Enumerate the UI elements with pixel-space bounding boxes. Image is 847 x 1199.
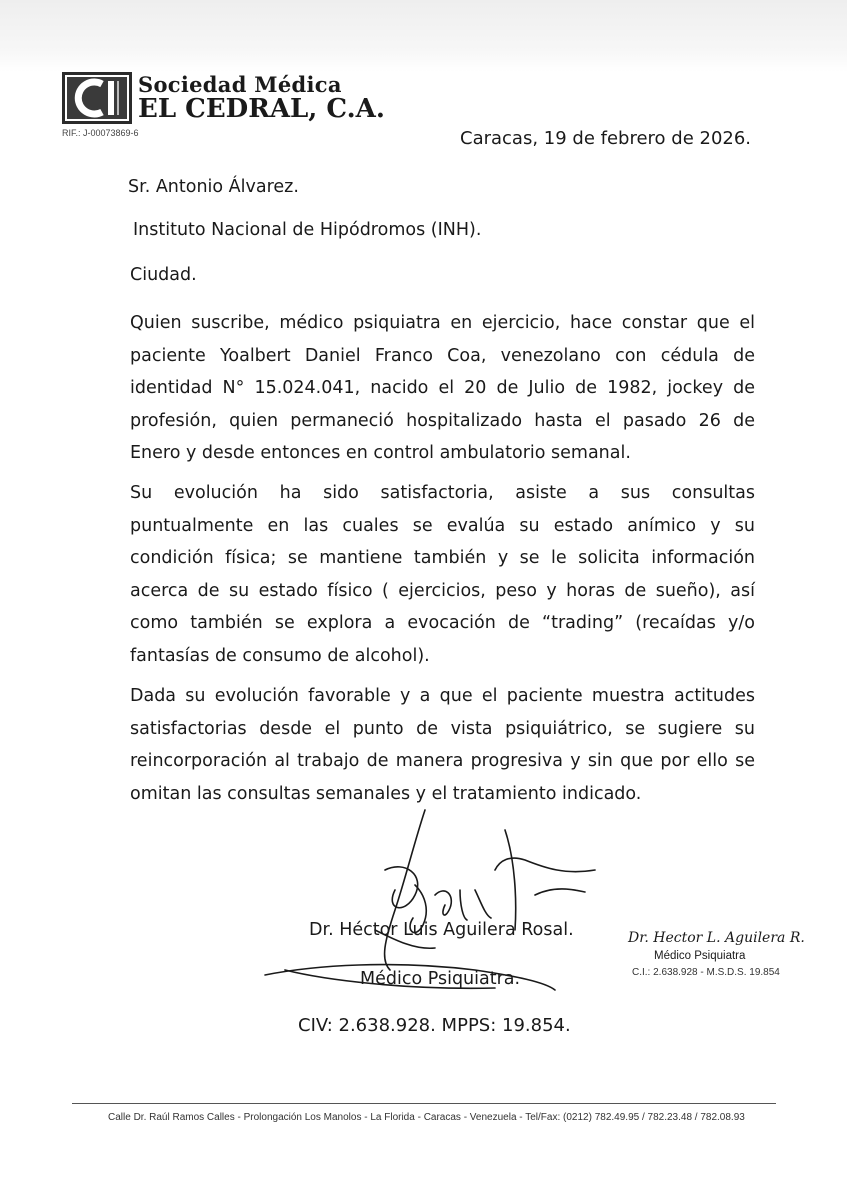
stamp-ids: C.I.: 2.638.928 - M.S.D.S. 19.854 bbox=[632, 967, 780, 978]
body-paragraph-1: Quien suscribe, médico psiquiatra en ejercicio, hace constar que el paciente Yoalbert Daniel Franco Coa, venezolano con cédula de identidad N° 15.024.041, nacido el 20 de Julio de 1982, jockey de profesión, quien permaneció hospitalizado hasta el pasado 26 de Enero y desde entonces en control ambulatorio semanal. bbox=[130, 313, 755, 463]
stamp-name: Dr. Hector L. Aguilera R. bbox=[628, 930, 805, 946]
signer-ids: CIV: 2.638.928. MPPS: 19.854. bbox=[298, 1015, 571, 1036]
signer-title: Médico Psiquiatra. bbox=[360, 969, 521, 989]
footer-divider bbox=[72, 1103, 776, 1104]
recipient-name: Sr. Antonio Álvarez. bbox=[128, 177, 299, 197]
recipient-institution: Instituto Nacional de Hipódromos (INH). bbox=[133, 220, 482, 240]
recipient-city: Ciudad. bbox=[130, 265, 197, 285]
footer-address: Calle Dr. Raúl Ramos Calles - Prolongación Los Manolos - La Florida - Caracas - Venezuela - Tel/Fax: (0212) 782.49.95 / 782.23.48 / 782.08.93 bbox=[108, 1112, 745, 1123]
letter-date: Caracas, 19 de febrero de 2026. bbox=[460, 128, 752, 149]
letterhead-name-line-2: EL CEDRAL, C.A. bbox=[138, 94, 385, 124]
body-paragraph-3: Dada su evolución favorable y a que el paciente muestra actitudes satisfactorias desde el punto de vista psiquiátrico, se sugiere su reincorporación al trabajo de manera progresiva y sin que por ello se omitan las consultas semanales y el tratamiento indicado. bbox=[130, 686, 755, 804]
letterhead-rif: RIF.: J-00073869-6 bbox=[62, 128, 139, 138]
clinic-logo-icon bbox=[62, 72, 132, 124]
body-paragraph-2: Su evolución ha sido satisfactoria, asiste a sus consultas puntualmente en las cuales se evalúa su estado anímico y su condición física; se mantiene también y se le solicita información acerca de su estado físico ( ejercicios, peso y horas de sueño), así como también se explora a evocación de “trading” (recaídas y/o fantasías de consumo de alcohol). bbox=[130, 483, 755, 666]
letterhead-name-line-1: Sociedad Médica bbox=[138, 72, 342, 97]
letterhead bbox=[62, 72, 385, 142]
stamp-role: Médico Psiquiatra bbox=[654, 950, 746, 962]
scan-top-edge bbox=[0, 0, 847, 72]
signer-name: Dr. Héctor Luis Aguilera Rosal. bbox=[309, 920, 574, 940]
